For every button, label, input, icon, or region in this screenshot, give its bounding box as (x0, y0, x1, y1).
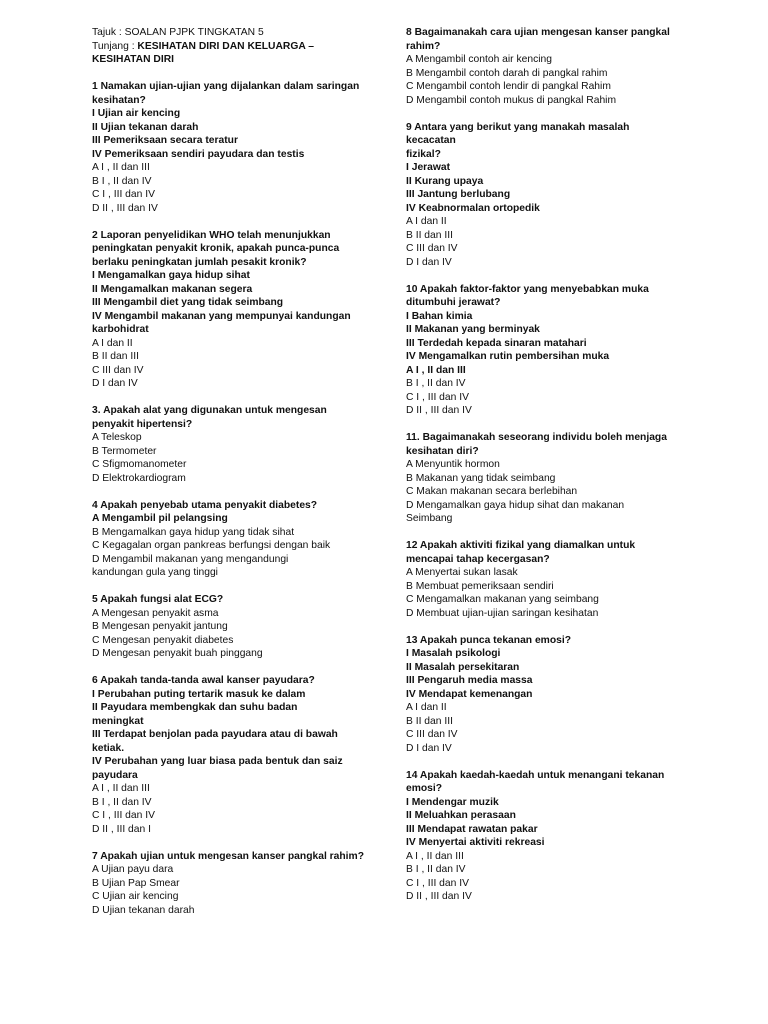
question-block (92, 674, 374, 836)
left-column (92, 26, 374, 931)
tajuk-line: Tajuk : SOALAN PJPK TINGKATAN 5 (92, 27, 264, 38)
answer-option: C Ujian air kencing (92, 891, 179, 902)
question-text: rahim? (406, 40, 441, 52)
answer-option: II Ujian tekanan darah (92, 121, 199, 133)
answer-option: B I , II dan IV (92, 175, 152, 187)
answer-option: IV Perubahan yang luar biasa pada bentuk dan saiz (92, 756, 343, 767)
answer-option: D I dan IV (92, 378, 138, 389)
answer-option: B Mengamalkan gaya hidup yang tidak sihat (92, 526, 295, 538)
answer-option: D II , III dan I (92, 823, 151, 835)
answer-option: A I dan II (92, 337, 133, 349)
answer-option: A I dan II (406, 702, 447, 713)
answer-option: D Membuat ujian-ujian saringan kesihatan (406, 607, 599, 619)
question-text: 2 Laporan penyelidikan WHO telah menunjukkan (92, 229, 331, 241)
question-block (406, 539, 688, 620)
question-text: ditumbuhi jerawat? (406, 297, 501, 308)
question-block (406, 121, 688, 270)
answer-option: IV Pemeriksaan sendiri payudara dan testis (92, 148, 305, 160)
answer-option: D II , III dan IV (406, 405, 472, 416)
answer-option: B II dan III (406, 715, 453, 727)
tunjang-line (92, 40, 374, 54)
answer-option: B Mengesan penyakit jantung (92, 621, 228, 632)
answer-option: II Mengamalkan makanan segera (92, 283, 253, 295)
question-text: berlaku peningkatan jumlah pesakit kronik? (92, 256, 307, 268)
answer-option: D Ujian tekanan darah (92, 904, 195, 916)
answer-option: II Masalah persekitaran (406, 661, 520, 673)
question-text: peningkatan penyakit kronik, apakah punca-punca (92, 243, 340, 254)
answer-option: D Mengesan penyakit buah pinggang (92, 648, 263, 659)
answer-option: D Mengambil makanan yang mengandungi (92, 553, 289, 565)
answer-option: III Terdedah kepada sinaran matahari (406, 337, 587, 349)
answer-option: C Mengesan penyakit diabetes (92, 634, 234, 646)
answer-option: A I dan II (406, 216, 447, 227)
answer-option: A Mengesan penyakit asma (92, 607, 219, 619)
question-block (406, 634, 688, 756)
answer-option: payudara (92, 769, 138, 781)
question-text: 6 Apakah tanda-tanda awal kanser payudara? (92, 675, 315, 686)
answer-option: C III dan IV (406, 243, 458, 254)
document-header (92, 26, 374, 67)
question-text: 14 Apakah kaedah-kaedah untuk menangani tekanan (406, 769, 665, 781)
answer-option: C I , III dan IV (92, 810, 155, 821)
answer-option: C Sfigmomanometer (92, 459, 187, 470)
answer-option: karbohidrat (92, 324, 149, 335)
answer-option: Seimbang (406, 513, 453, 524)
answer-option: I Masalah psikologi (406, 648, 501, 659)
answer-option: II Payudara membengkak dan suhu badan (92, 702, 298, 713)
question-text: 10 Apakah faktor-faktor yang menyebabkan muka (406, 283, 649, 295)
answer-option: A I , II dan III (92, 162, 150, 173)
answer-option: C Mengamalkan makanan yang seimbang (406, 594, 599, 605)
answer-option: A Menyertai sukan lasak (406, 567, 518, 578)
question-text: kesihatan? (92, 94, 146, 106)
answer-option: I Perubahan puting tertarik masuk ke dalam (92, 688, 306, 700)
answer-option: C I , III dan IV (92, 189, 155, 200)
answer-option: I Bahan kimia (406, 310, 473, 322)
question-block (406, 26, 688, 107)
answer-option: A I , II dan III (92, 783, 150, 794)
question-text: emosi? (406, 783, 443, 794)
question-text: 4 Apakah penyebab utama penyakit diabetes? (92, 499, 318, 511)
answer-option: III Pemeriksaan secara teratur (92, 135, 238, 146)
answer-option: III Pengaruh media massa (406, 675, 533, 686)
answer-option: C I , III dan IV (406, 877, 469, 889)
question-block (92, 404, 374, 485)
question-text: 8 Bagaimanakah cara ujian mengesan kanser pangkal (406, 27, 670, 38)
answer-option: A Ujian payu dara (92, 864, 174, 875)
question-text: 1 Namakan ujian-ujian yang dijalankan dalam saringan (92, 81, 360, 92)
left-question-list (92, 80, 374, 917)
right-column (406, 26, 688, 917)
answer-option: D I dan IV (406, 256, 452, 268)
answer-option: III Jantung berlubang (406, 189, 511, 200)
answer-option: III Mengambil diet yang tidak seimbang (92, 297, 284, 308)
answer-option: II Kurang upaya (406, 175, 484, 187)
answer-option: III Mendapat rawatan pakar (406, 823, 538, 835)
right-question-list (406, 26, 688, 904)
question-block (92, 499, 374, 580)
answer-option: D Elektrokardiogram (92, 472, 186, 484)
answer-option: IV Mendapat kemenangan (406, 688, 533, 700)
answer-option: A I , II dan III (406, 850, 464, 862)
answer-option: B Termometer (92, 445, 157, 457)
answer-option: I Mengamalkan gaya hidup sihat (92, 270, 250, 281)
question-block (92, 850, 374, 918)
answer-option: IV Keabnormalan ortopedik (406, 202, 540, 214)
question-text: 13 Apakah punca tekanan emosi? (406, 634, 571, 646)
question-text: kecacatan (406, 135, 456, 146)
answer-option: II Makanan yang berminyak (406, 324, 540, 335)
answer-option: ketiak. (92, 742, 125, 754)
tunjang-subtitle: KESIHATAN DIRI (92, 54, 174, 65)
answer-option: C Kegagalan organ pankreas berfungsi dengan baik (92, 540, 331, 551)
answer-option: C III dan IV (406, 729, 458, 740)
answer-option: C III dan IV (92, 364, 144, 376)
answer-option: IV Menyertai aktiviti rekreasi (406, 837, 545, 848)
answer-option: A Teleskop (92, 432, 142, 443)
answer-option: D II , III dan IV (92, 202, 158, 214)
answer-option: A Menyuntik hormon (406, 459, 500, 470)
question-text: 11. Bagaimanakah seseorang individu boleh menjaga (406, 432, 667, 443)
answer-option: A Mengambil pil pelangsing (92, 513, 228, 524)
answer-option: II Meluahkan perasaan (406, 810, 516, 821)
question-text: 9 Antara yang berikut yang manakah masalah (406, 121, 630, 133)
answer-option: C Makan makanan secara berlebihan (406, 486, 578, 497)
answer-option: B Membuat pemeriksaan sendiri (406, 580, 554, 592)
question-block (92, 593, 374, 661)
answer-option: A I , II dan III (406, 364, 466, 376)
answer-option: C Mengambil contoh lendir di pangkal Rahim (406, 81, 611, 92)
answer-option: D Mengamalkan gaya hidup sihat dan makanan (406, 499, 625, 511)
tunjang-prefix: Tunjang : (92, 40, 138, 52)
question-text: 12 Apakah aktiviti fizikal yang diamalkan untuk (406, 540, 636, 551)
question-text: 7 Apakah ujian untuk mengesan kanser pangkal rahim? (92, 850, 364, 862)
answer-option: D Mengambil contoh mukus di pangkal Rahim (406, 94, 617, 106)
answer-option: B I , II dan IV (406, 378, 466, 389)
question-text: penyakit hipertensi? (92, 418, 193, 430)
answer-option: B II dan III (92, 351, 139, 362)
answer-option: B Mengambil contoh darah di pangkal rahim (406, 67, 608, 79)
answer-option: B I , II dan IV (92, 796, 152, 808)
question-text: mencapai tahap kecergasan? (406, 553, 550, 565)
answer-option: C I , III dan IV (406, 391, 469, 403)
answer-option: IV Mengamalkan rutin pembersihan muka (406, 351, 610, 362)
answer-option: B II dan III (406, 229, 453, 241)
answer-option: III Terdapat benjolan pada payudara atau di bawah (92, 729, 338, 740)
question-block (92, 80, 374, 215)
answer-option: meningkat (92, 715, 144, 727)
question-block (406, 769, 688, 904)
answer-option: I Jerawat (406, 162, 451, 173)
question-text: fizikal? (406, 148, 441, 160)
answer-option: B I , II dan IV (406, 864, 466, 875)
question-text: 3. Apakah alat yang digunakan untuk mengesan (92, 405, 327, 416)
question-block (406, 283, 688, 418)
answer-option: D II , III dan IV (406, 891, 472, 902)
question-block (92, 229, 374, 391)
answer-option: B Ujian Pap Smear (92, 877, 180, 889)
question-text: 5 Apakah fungsi alat ECG? (92, 594, 224, 605)
answer-option: I Mendengar muzik (406, 796, 499, 808)
answer-option: D I dan IV (406, 742, 452, 754)
answer-option: kandungan gula yang tinggi (92, 567, 218, 578)
answer-option: B Makanan yang tidak seimbang (406, 472, 556, 484)
answer-option: I Ujian air kencing (92, 108, 181, 119)
tunjang-title: KESIHATAN DIRI DAN KELUARGA – (137, 40, 314, 52)
question-text: kesihatan diri? (406, 445, 479, 457)
answer-option: IV Mengambil makanan yang mempunyai kandungan (92, 310, 351, 322)
question-block (406, 431, 688, 526)
answer-option: A Mengambil contoh air kencing (406, 54, 552, 65)
